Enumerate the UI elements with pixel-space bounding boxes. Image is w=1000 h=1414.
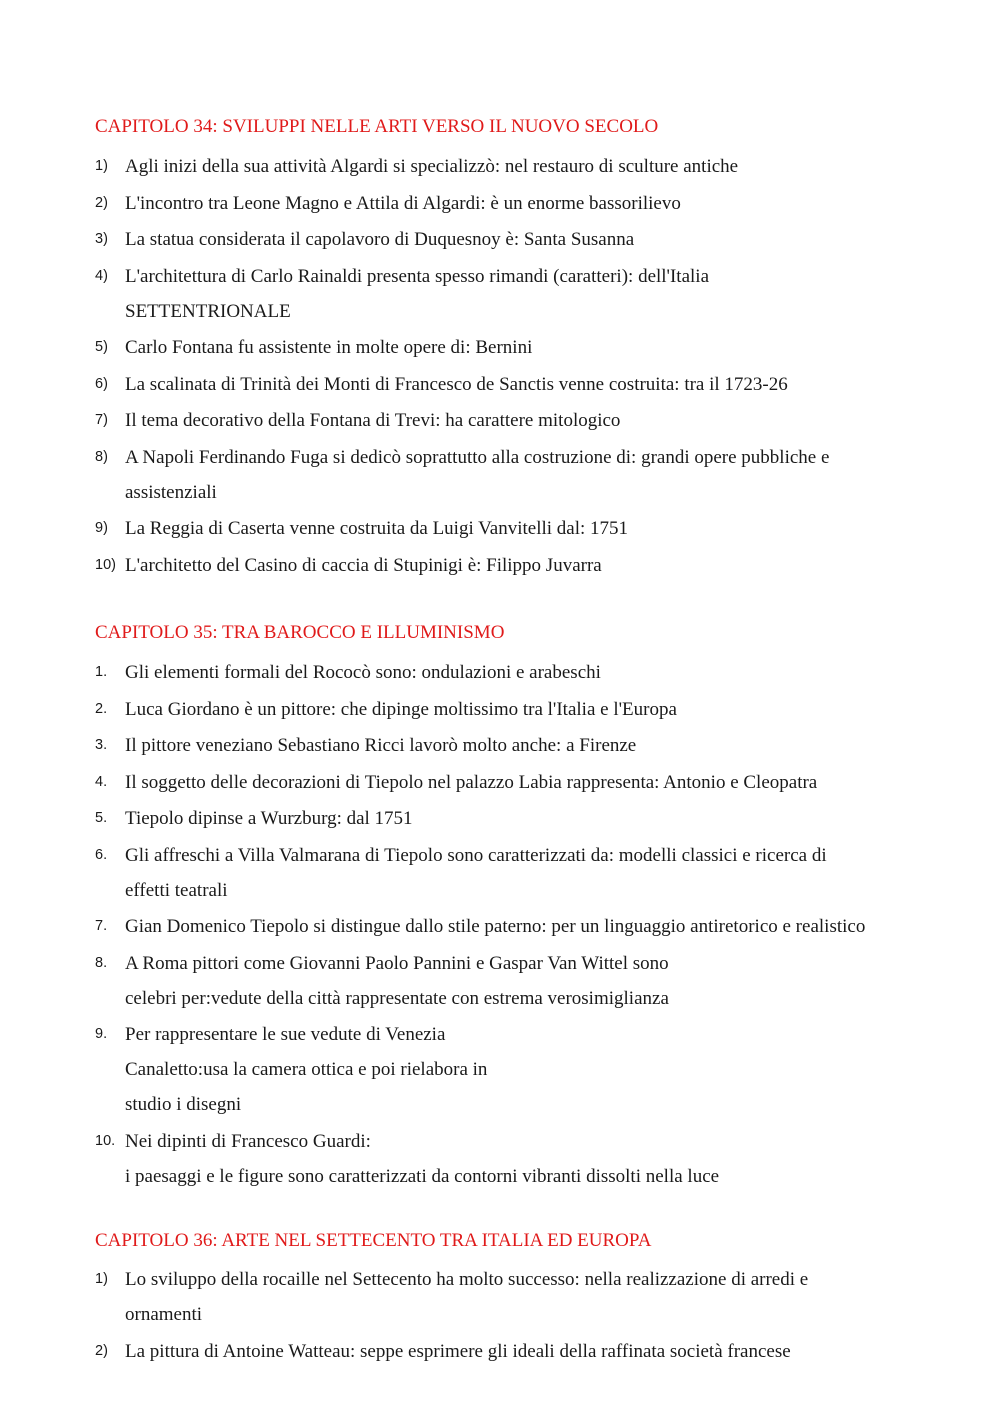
chapter-title: CAPITOLO 34: SVILUPPI NELLE ARTI VERSO IL NUOVO SECOLO: [95, 116, 659, 137]
item-number: 1.: [95, 664, 108, 680]
question-item: [95, 946, 935, 1016]
item-text-line: Agli inizi della sua attività Algardi si specializzò: nel restauro di sculture antiche: [125, 156, 739, 177]
item-text-line: Gian Domenico Tiepolo si distingue dallo stile paterno: per un linguaggio antiretorico e realistico: [125, 916, 866, 937]
item-text-line: Il tema decorativo della Fontana di Trevi: ha carattere mitologico: [125, 410, 621, 431]
item-number: 6): [95, 375, 108, 392]
item-number: 9): [95, 520, 108, 536]
item-number: 1): [95, 1271, 108, 1287]
item-number: 2.: [95, 700, 108, 717]
item-number: 10): [95, 556, 116, 573]
item-text-line: La scalinata di Trinità dei Monti di Francesco de Sanctis venne costruita: tra il 1723-26: [125, 373, 788, 395]
item-text-line: Tiepolo dipinse a Wurzburg: dal 1751: [125, 808, 413, 829]
item-text-line: A Napoli Ferdinando Fuga si dedicò soprattutto alla costruzione di: grandi opere pubbliche e: [125, 446, 830, 468]
item-number: 6.: [95, 846, 108, 863]
item-number: 7): [95, 412, 108, 428]
item-number: 5.: [95, 810, 108, 826]
item-number: 2): [95, 1342, 108, 1359]
item-text-line: studio i disegni: [125, 1094, 242, 1115]
item-text-line: Carlo Fontana fu assistente in molte opere di: Bernini: [125, 337, 533, 358]
question-item: [95, 765, 935, 800]
item-number: 10.: [95, 1132, 116, 1149]
question-item: [95, 692, 935, 727]
chapter-title: CAPITOLO 35: TRA BAROCCO E ILLUMINISMO: [95, 622, 505, 643]
item-number: 3.: [95, 737, 108, 753]
item-text-line: Il pittore veneziano Sebastiano Ricci lavorò molto anche: a Firenze: [125, 735, 637, 756]
chapter-title: CAPITOLO 36: ARTE NEL SETTECENTO TRA ITALIA ED EUROPA: [95, 1230, 652, 1251]
item-number: 1): [95, 158, 108, 174]
item-text-line: L'incontro tra Leone Magno e Attila di Algardi: è un enorme bassorilievo: [125, 192, 681, 214]
item-text-line: Luca Giordano è un pittore: che dipinge moltissimo tra l'Italia e l'Europa: [125, 698, 677, 720]
item-text-line: Gli affreschi a Villa Valmarana di Tiepolo sono caratterizzati da: modelli classici e ricerca di: [125, 844, 827, 866]
item-text-line: ornamenti: [125, 1304, 203, 1325]
question-item: [95, 1124, 935, 1194]
item-text-line: A Roma pittori come Giovanni Paolo Pannini e Gaspar Van Wittel sono: [125, 952, 669, 974]
question-item: [95, 330, 935, 365]
item-text-line: La Reggia di Caserta venne costruita da Luigi Vanvitelli dal: 1751: [125, 518, 629, 539]
question-item: [95, 909, 935, 944]
question-list: [95, 655, 935, 1195]
item-text-line: Lo sviluppo della rocaille nel Settecento ha molto successo: nella realizzazione di arredi e: [125, 1269, 809, 1290]
question-item: [95, 801, 935, 836]
question-list: [95, 149, 935, 584]
item-number: 4): [95, 267, 108, 284]
item-text-line: i paesaggi e le figure sono caratterizzati da contorni vibranti dissolti nella luce: [125, 1165, 720, 1187]
item-text-line: SETTENTRIONALE: [125, 300, 291, 322]
item-number: 7.: [95, 918, 108, 934]
item-text-line: La statua considerata il capolavoro di Duquesnoy è: Santa Susanna: [125, 229, 635, 250]
item-number: 2): [95, 194, 108, 211]
question-item: [95, 440, 935, 510]
item-text-line: Gli elementi formali del Rococò sono: ondulazioni e arabeschi: [125, 662, 601, 683]
item-text-line: L'architettura di Carlo Rainaldi presenta spesso rimandi (caratteri): dell'Italia: [125, 265, 710, 287]
item-text-line: Canaletto:usa la camera ottica e poi rielabora in: [125, 1059, 488, 1080]
item-number: 9.: [95, 1026, 108, 1042]
question-item: [95, 222, 935, 257]
question-item: [95, 655, 935, 690]
item-text-line: effetti teatrali: [125, 879, 228, 901]
item-number: 8): [95, 448, 108, 465]
question-item: [95, 403, 935, 438]
question-item: [95, 1262, 935, 1332]
question-item: [95, 548, 935, 583]
item-text-line: Il soggetto delle decorazioni di Tiepolo nel palazzo Labia rappresenta: Antonio e Cleopatra: [125, 771, 818, 793]
item-text-line: assistenziali: [125, 481, 217, 503]
item-number: 8.: [95, 954, 108, 971]
question-item: [95, 1017, 935, 1122]
item-text-line: celebri per:vedute della città rappresentate con estrema verosimiglianza: [125, 987, 669, 1009]
question-item: [95, 1334, 935, 1369]
question-list: [95, 1262, 935, 1370]
question-item: [95, 728, 935, 763]
question-item: [95, 149, 935, 184]
item-text-line: Per rappresentare le sue vedute di Venezia: [125, 1024, 446, 1045]
item-number: 5): [95, 339, 108, 355]
item-text-line: Nei dipinti di Francesco Guardi:: [125, 1130, 371, 1152]
question-item: [95, 259, 935, 329]
question-item: [95, 838, 935, 908]
item-number: 4.: [95, 773, 108, 790]
item-text-line: La pittura di Antoine Watteau: seppe esprimere gli ideali della raffinata società francese: [125, 1340, 791, 1362]
item-text-line: L'architetto del Casino di caccia di Stupinigi è: Filippo Juvarra: [125, 554, 602, 576]
item-number: 3): [95, 231, 108, 247]
question-item: [95, 367, 935, 402]
question-item: [95, 186, 935, 221]
question-item: [95, 511, 935, 546]
